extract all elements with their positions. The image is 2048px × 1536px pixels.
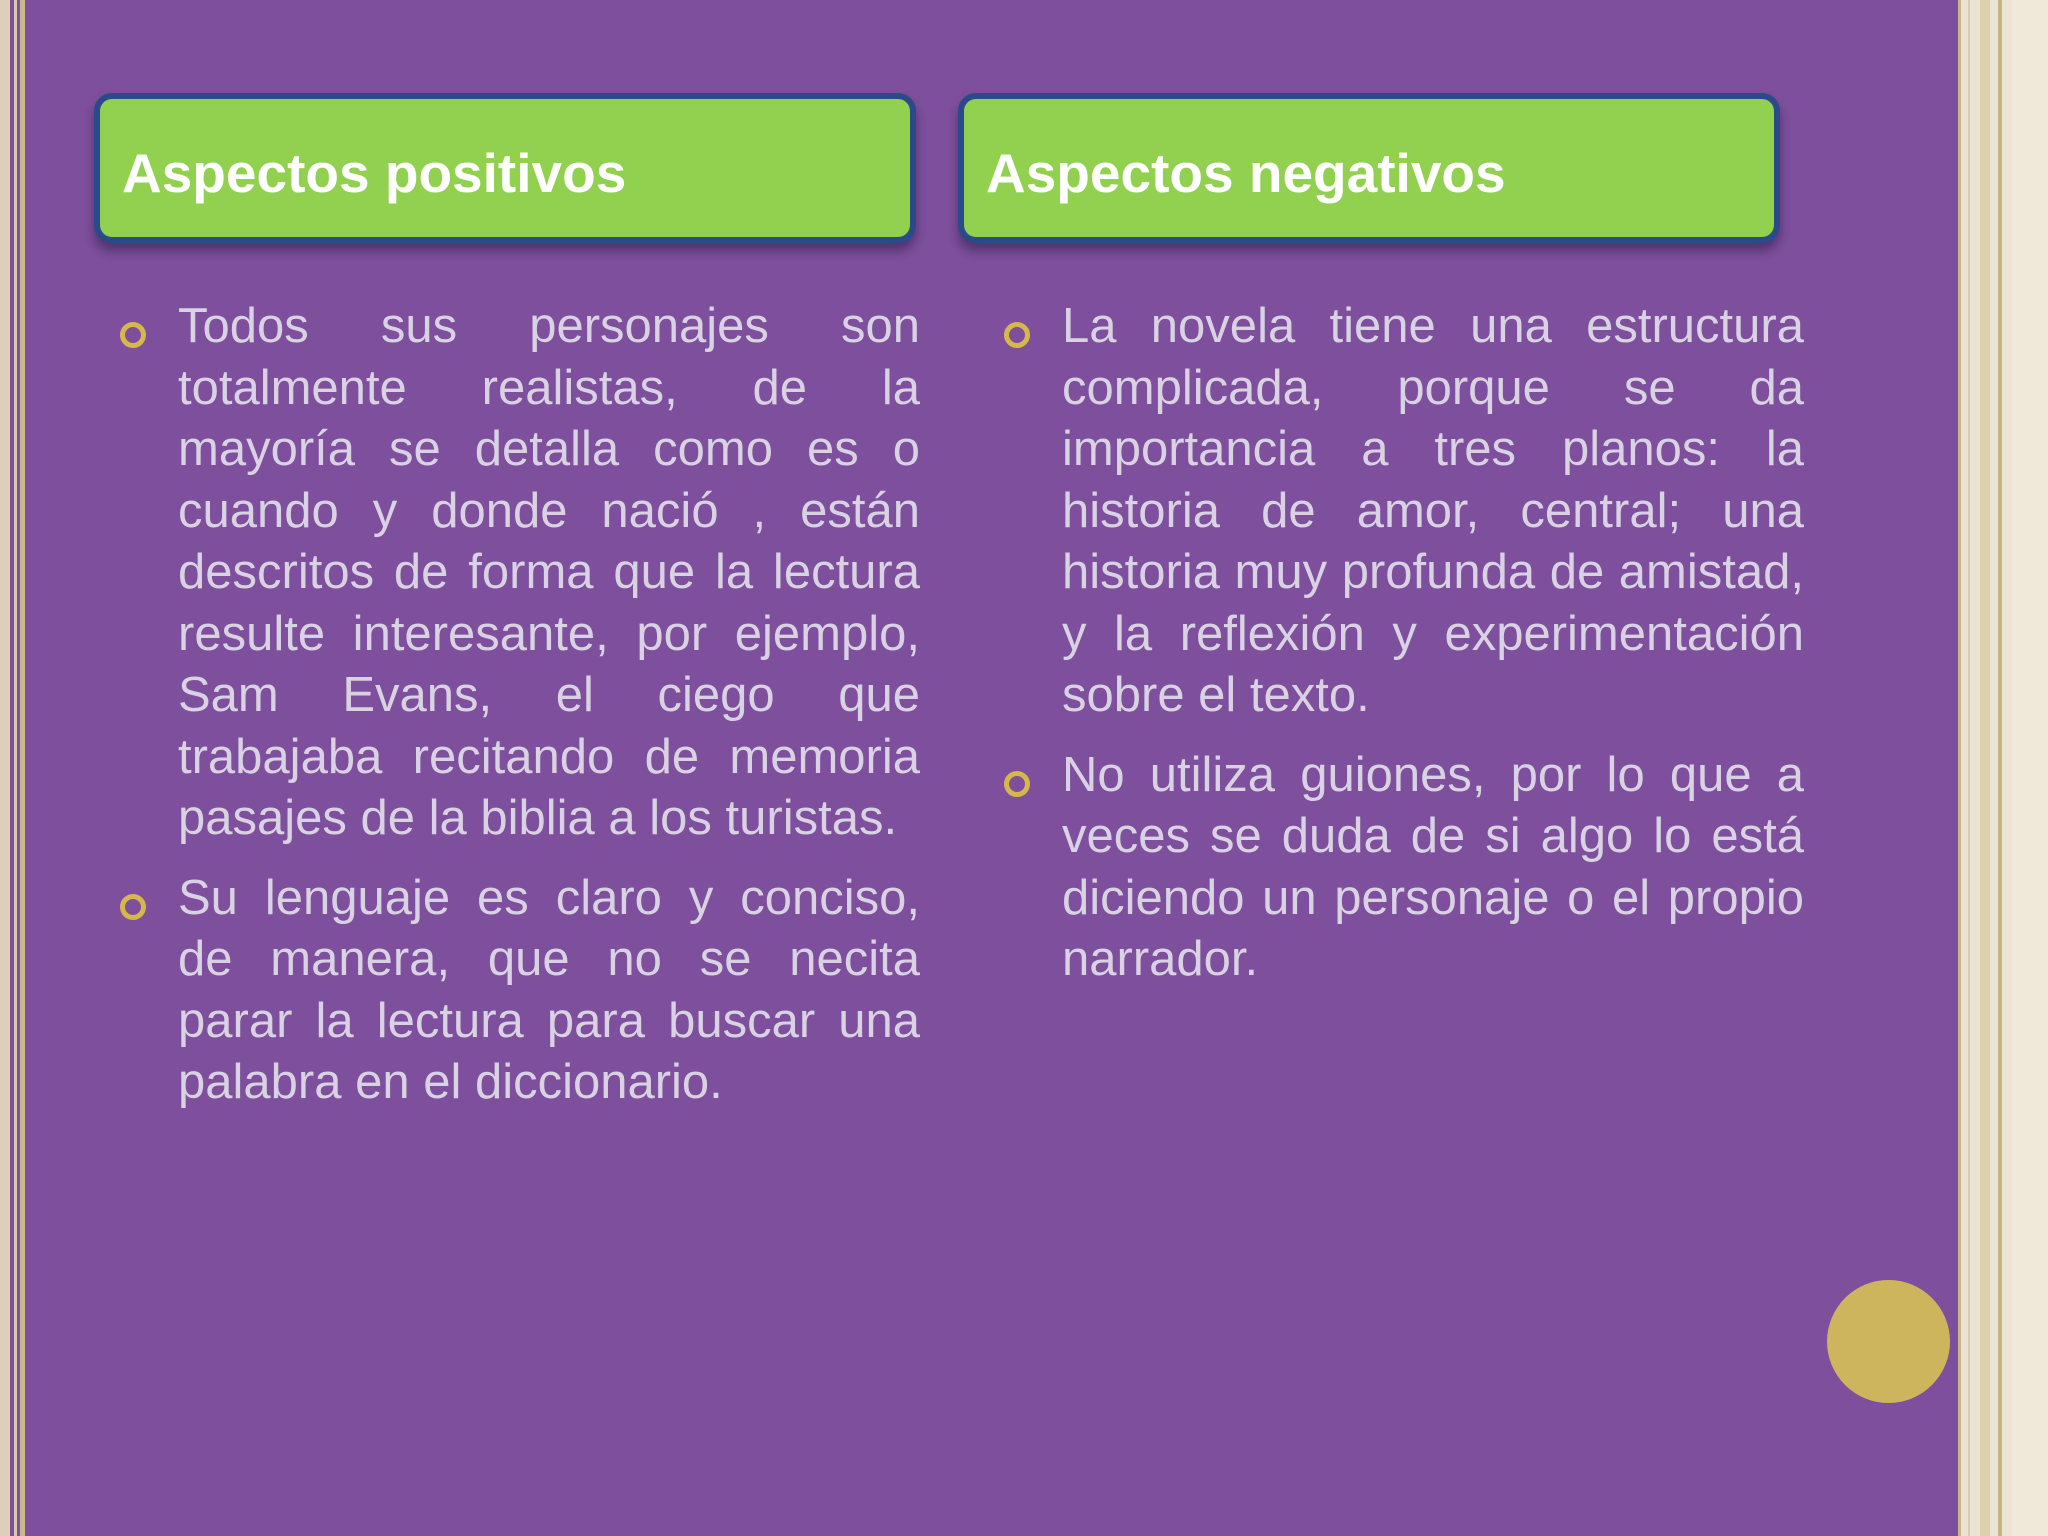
right-border-line — [1980, 0, 1990, 1536]
left-border-stripe — [0, 0, 10, 1536]
gold-circle-decoration — [1827, 1280, 1950, 1403]
list-item — [1004, 745, 1804, 991]
list-item — [120, 868, 920, 1114]
bullet-icon — [1004, 771, 1030, 797]
list-item-text: Todos sus personajes son totalmente realistas, de la mayoría se detalla como es o cuando y donde nació , están descritos de forma que la lectura resulte interesante, por ejemplo, Sam Evans, el ciego que trabajaba recitando de memoria pasajes de la biblia a los turistas. — [178, 299, 920, 845]
negative-list — [1004, 296, 1804, 1009]
right-border-line — [2012, 0, 2048, 1536]
negative-header-box — [958, 93, 1780, 243]
list-item-text: La novela tiene una estructura complicada, porque se da importancia a tres planos: la historia de amor, central; una historia muy profunda de amistad, y la reflexión y experimentación sobre el texto. — [1062, 299, 1804, 722]
list-item — [120, 296, 920, 850]
right-border-line — [1998, 0, 2002, 1536]
positive-header-title: Aspectos positivos — [122, 142, 627, 204]
bullet-icon — [1004, 322, 1030, 348]
bullet-icon — [120, 322, 146, 348]
positive-header-box — [94, 93, 916, 243]
positive-list — [120, 296, 920, 1132]
right-border-line — [1968, 0, 1970, 1536]
right-border-line — [1958, 0, 1961, 1536]
list-item-text: No utiliza guiones, por lo que a veces se duda de si algo lo está diciendo un personaje o el propio narrador. — [1062, 747, 1804, 986]
left-border-line — [14, 0, 17, 1536]
list-item-text: Su lenguaje es claro y conciso, de manera, que no se necita parar la lectura para buscar una palabra en el diccionario. — [178, 870, 920, 1109]
negative-header-title: Aspectos negativos — [986, 142, 1506, 204]
bullet-icon — [120, 894, 146, 920]
left-border-line — [20, 0, 25, 1536]
list-item — [1004, 296, 1804, 727]
